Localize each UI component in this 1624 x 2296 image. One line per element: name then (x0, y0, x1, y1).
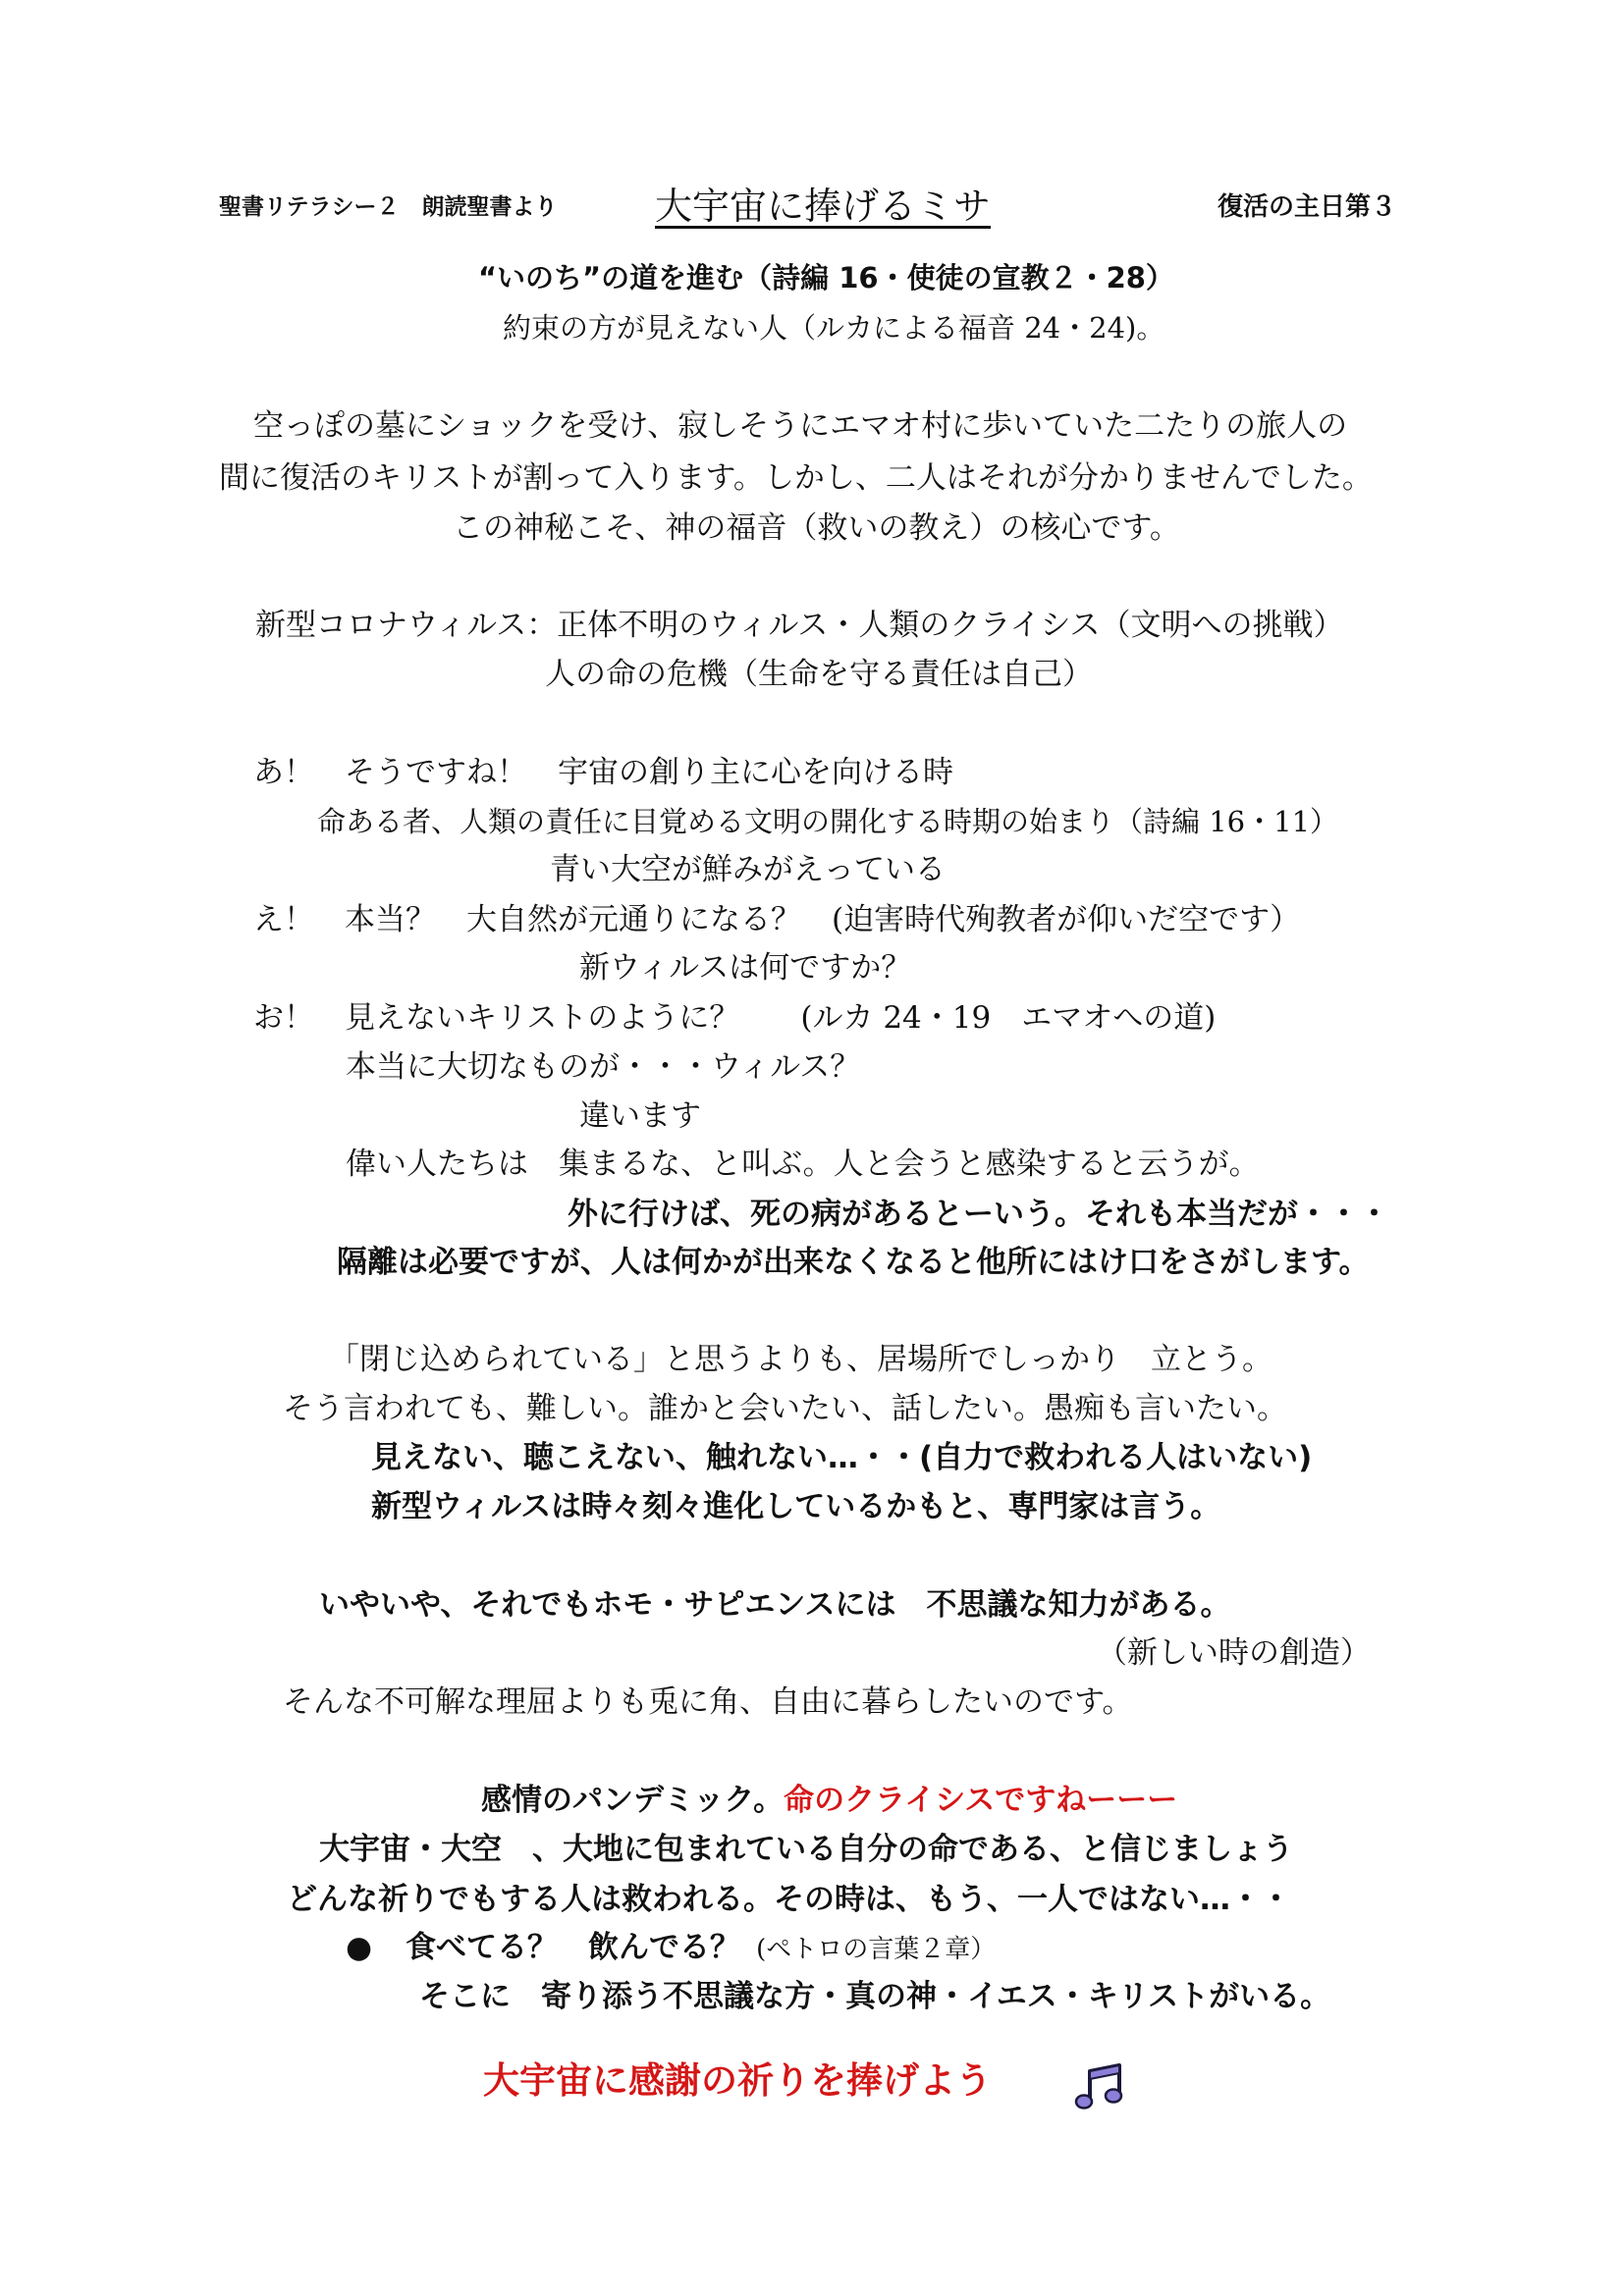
dialogue-a-3: 青い大空が鮮みがえっている (550, 852, 946, 887)
para3-line-2: （新しい時の創造） (1097, 1635, 1371, 1671)
corona-line-2: 人の命の危機（生命を守る責任は自己） (545, 657, 1093, 692)
para4-line-4-bold: 食べてる？ 飲んでる？ (406, 1930, 741, 1965)
para4-line-3: どんな祈りでもする人は救われる。その時は、もう、一人ではない…・・ (287, 1882, 1291, 1917)
header-right: 復活の主日第３ (1218, 192, 1397, 222)
subtitle-line-1: “いのち”の道を進む（詩編 16・使徒の宣教２・28） (478, 261, 1174, 294)
dialogue-o-3: 違います (579, 1098, 701, 1134)
page-title: 大宇宙に捧げるミサ (655, 185, 992, 228)
dialogue-o-5: 外に行けば、死の病があるとーいう。それも本当だが・・・ (568, 1197, 1389, 1232)
dialogue-o-4: 偉い人たちは 集まるな、と叫ぶ。人と会うと感染すると云うが。 (346, 1147, 1260, 1182)
intro-line-2: 間に復活のキリストが割って入ります。しかし、二人はそれが分かりませんでした。 (219, 460, 1373, 496)
dialogue-a-2: 命ある者、人類の責任に目覚める文明の開化する時期の始まり（詩編 16・11） (317, 805, 1339, 838)
music-note-icon (1072, 2059, 1127, 2114)
para2-line-1: 「閉じ込められている」と思うよりも、居場所でしっかり 立とう。 (329, 1342, 1272, 1377)
bullet: ● (346, 1930, 373, 1965)
para3-line-3: そんな不可解な理屈よりも兎に角、自由に暮らしたいのです。 (283, 1684, 1133, 1720)
closing-text: 大宇宙に感謝の祈りを捧げよう (483, 2059, 992, 2102)
para4-line-1 (481, 1783, 1177, 1819)
subtitle-line-2: 約束の方が見えない人（ルカによる福音 24・24)。 (503, 311, 1165, 345)
dialogue-o-6: 隔離は必要ですが、人は何かが出来なくなると他所にはけ口をさがします。 (337, 1245, 1370, 1280)
dialogue-o-2: 本当に大切なものが・・・ウィルス？ (346, 1049, 861, 1085)
para4-line-4 (346, 1930, 996, 1966)
para4-line-1-red: 命のクライシスですねーーー (784, 1783, 1178, 1818)
intro-line-3: この神秘こそ、神の福音（救いの教え）の核心です。 (453, 510, 1180, 546)
para2-line-4: 新型ウィルスは時々刻々進化しているかもと、専門家は言う。 (371, 1489, 1221, 1524)
para4-line-1-black: 感情のパンデミック。 (481, 1783, 785, 1818)
para4-line-4-ref: (ペトロの言葉２章） (756, 1935, 997, 1964)
para2-line-3: 見えない、聴こえない、触れない…・・(自力で救われる人はいない) (371, 1440, 1313, 1475)
dialogue-e-2: 新ウィルスは何ですか？ (579, 950, 912, 986)
dialogue-a-1: あ！ そうですね！ 宇宙の創り主に心を向ける時 (253, 755, 953, 790)
dialogue-e-1: え！ 本当？ 大自然が元通りになる？ (迫害時代殉教者が仰いだ空です） (253, 902, 1301, 937)
para4-line-5: そこに 寄り添う不思議な方・真の神・イエス・キリストがいる。 (419, 1979, 1331, 2014)
para2-line-2: そう言われても、難しい。誰かと会いたい、話したい。愚痴も言いたい。 (283, 1391, 1287, 1426)
para3-line-1: いやいや、それでもホモ・サピエンスには 不思議な知力がある。 (319, 1587, 1231, 1623)
corona-line-1: 新型コロナウィルス：正体不明のウィルス・人類のクライシス（文明への挑戦） (255, 608, 1344, 643)
dialogue-o-1: お！ 見えないキリストのように？ (ルカ 24・19 エマオへの道) (253, 1000, 1217, 1036)
para4-line-2: 大宇宙・大空 、大地に包まれている自分の命である、と信じましょう (319, 1832, 1293, 1867)
header-left: 聖書リテラシー２ 朗読聖書より (219, 194, 558, 220)
intro-line-1: 空っぽの墓にショックを受け、寂しそうにエマオ村に歩いていた二たりの旅人の (253, 408, 1348, 444)
